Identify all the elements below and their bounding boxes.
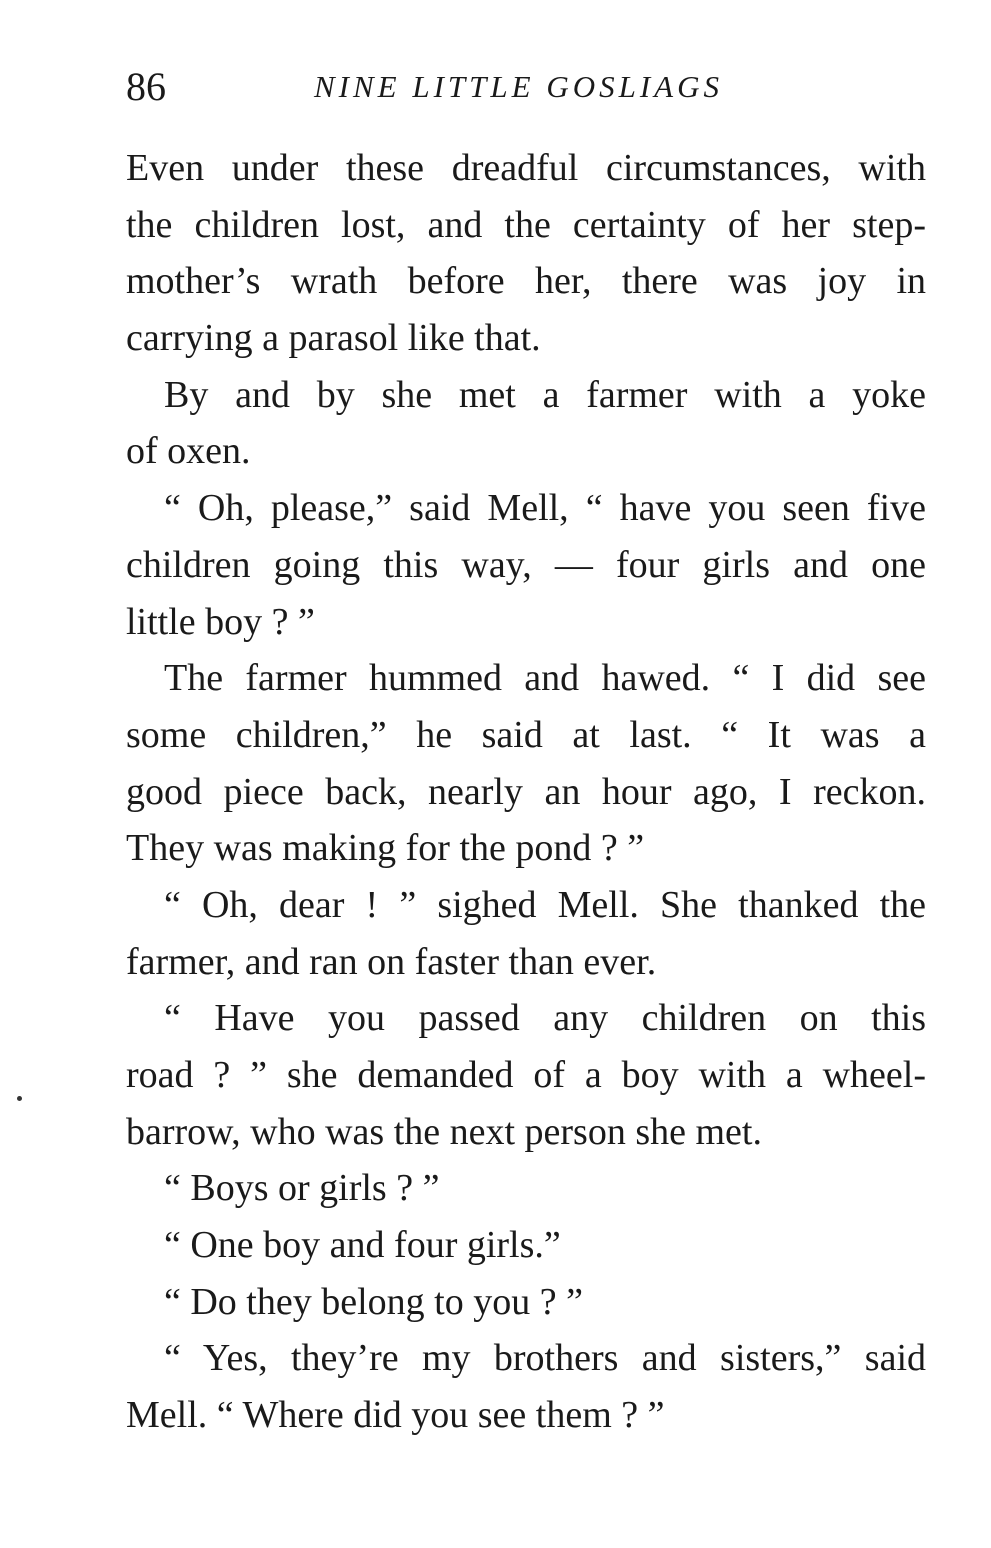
text-line: “ Have you passed any children on this [164, 997, 926, 1040]
body-text [126, 140, 926, 1444]
text-line: farmer, and ran on faster than ever. [126, 940, 657, 983]
text-line: the children lost, and the certainty of her step- [126, 203, 926, 246]
text-line: of oxen. [126, 430, 251, 473]
text-line: children going this way, — four girls and one [126, 543, 926, 586]
text-line: “ Boys or girls ? ” [164, 1167, 440, 1210]
text-line: road ? ” she demanded of a boy with a wheel- [126, 1054, 926, 1096]
text-line: “ Oh, dear ! ” sighed Mell. She thanked the [164, 883, 926, 926]
text-line: barrow, who was the next person she met. [126, 1110, 762, 1153]
margin-speck [17, 1096, 22, 1101]
text-line: little boy ? ” [126, 600, 315, 643]
text-line: “ Oh, please,” said Mell, “ have you seen five [164, 487, 926, 530]
page-number: 86 [126, 64, 166, 109]
text-line: “ Yes, they’re my brothers and sisters,” said [164, 1337, 926, 1380]
text-line: mother’s wrath before her, there was joy in [126, 260, 926, 303]
text-line: The farmer hummed and hawed. “ I did see [164, 657, 926, 700]
text-line: Even under these dreadful circumstances, with [126, 147, 926, 189]
text-line: “ One boy and four girls.” [164, 1224, 561, 1267]
text-line: carrying a parasol like that. [126, 317, 541, 360]
text-line: They was making for the pond ? ” [126, 827, 645, 870]
running-head [126, 62, 926, 112]
text-line: Mell. “ Where did you see them ? ” [126, 1394, 665, 1437]
text-line: By and by she met a farmer with a yoke [164, 373, 926, 416]
text-line: “ Do they belong to you ? ” [164, 1280, 583, 1323]
running-title: NINE LITTLE GOSLIAGS [314, 69, 723, 104]
text-line: good piece back, nearly an hour ago, I reckon. [126, 770, 926, 813]
text-line: some children,” he said at last. “ It was a [126, 713, 926, 756]
